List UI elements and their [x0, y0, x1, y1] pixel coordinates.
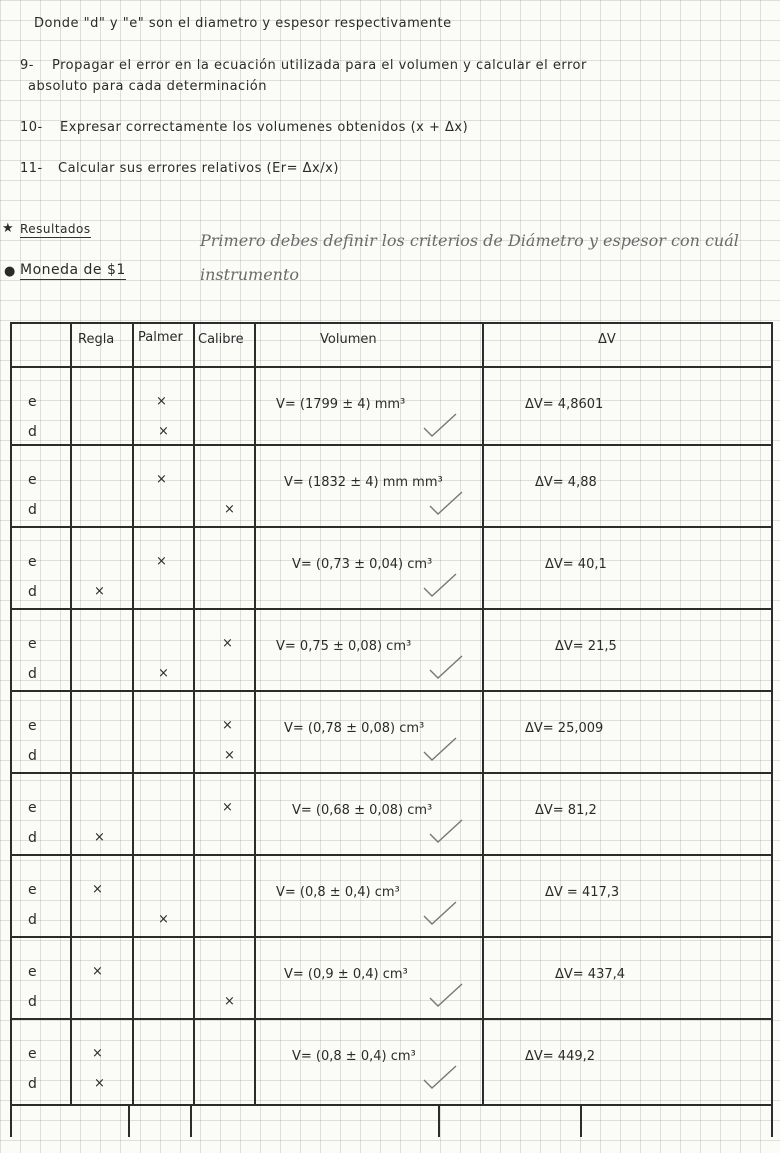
delta-v-value: ΔV= 437,4	[555, 967, 626, 982]
mark-e-palmer: ×	[156, 554, 167, 569]
volumen-value: V= 0,75 ± 0,08) cm³	[276, 639, 412, 654]
table-col-line	[70, 322, 72, 1104]
item-11-number: 11-	[20, 161, 43, 176]
table-col-line	[132, 322, 134, 1104]
row-label-d: d	[28, 666, 37, 682]
check-mark-icon	[426, 488, 466, 518]
row-label-d: d	[28, 502, 37, 518]
table-row-line	[10, 1018, 772, 1020]
row-label-d: d	[28, 1076, 37, 1092]
mark-e-palmer: ×	[156, 394, 167, 409]
mark-d-calibre: ×	[224, 502, 235, 517]
header-palmer: Palmer	[138, 330, 183, 345]
volumen-value: V= (0,68 ± 0,08) cm³	[292, 803, 433, 818]
mark-e-regla: ×	[92, 964, 103, 979]
table-col-line	[580, 1104, 582, 1137]
table-row-line	[10, 322, 772, 324]
item-9-number: 9-	[20, 58, 34, 73]
mark-d-calibre: ×	[224, 748, 235, 763]
check-mark-icon	[420, 570, 460, 600]
delta-v-value: ΔV= 449,2	[525, 1049, 596, 1064]
check-mark-icon	[426, 652, 466, 682]
header-regla: Regla	[78, 332, 115, 347]
mark-e-calibre: ×	[222, 800, 233, 815]
results-table	[10, 322, 772, 1137]
delta-v-value: ΔV= 40,1	[545, 557, 607, 572]
volumen-value: V= (1832 ± 4) mm mm³	[284, 475, 443, 490]
table-row-line	[10, 772, 772, 774]
table-row-line	[10, 936, 772, 938]
intro-line: Donde "d" y "e" son el diametro y espesor respectivamente	[34, 16, 452, 31]
row-label-e: e	[28, 394, 37, 410]
table-col-line	[193, 322, 195, 1104]
delta-v-value: ΔV= 25,009	[525, 721, 604, 736]
table-col-line	[190, 1104, 192, 1137]
row-label-d: d	[28, 584, 37, 600]
item-10-number: 10-	[20, 120, 43, 135]
item-11-line: Calcular sus errores relativos (Er= Δx/x)	[58, 161, 339, 176]
subsection-moneda: Moneda de $1	[20, 262, 126, 278]
item-10-line: Expresar correctamente los volumenes obtenidos (x + Δx)	[60, 120, 469, 135]
row-label-e: e	[28, 718, 37, 734]
mark-e-calibre: ×	[222, 718, 233, 733]
table-col-line	[128, 1104, 130, 1137]
mark-d-palmer: ×	[158, 912, 169, 927]
check-mark-icon	[420, 1062, 460, 1092]
mark-d-calibre: ×	[224, 994, 235, 1009]
item-9-line-2: absoluto para cada determinación	[28, 79, 267, 94]
star-bullet-icon: ★	[2, 221, 14, 236]
table-row-line	[10, 444, 772, 446]
row-label-e: e	[28, 1046, 37, 1062]
check-mark-icon	[426, 816, 466, 846]
delta-v-value: ΔV= 21,5	[555, 639, 617, 654]
table-row-line	[10, 854, 772, 856]
header-calibre: Calibre	[198, 332, 244, 347]
check-mark-icon	[420, 898, 460, 928]
row-label-e: e	[28, 554, 37, 570]
delta-v-value: ΔV= 4,88	[535, 475, 597, 490]
row-label-e: e	[28, 964, 37, 980]
table-col-line	[482, 322, 484, 1104]
row-label-d: d	[28, 994, 37, 1010]
header-delta-v: ΔV	[598, 332, 616, 347]
row-label-d: d	[28, 424, 37, 440]
volumen-value: V= (0,73 ± 0,04) cm³	[292, 557, 433, 572]
teacher-note: Primero debes definir los criterios de Diámetro y espesor con cuál instrumento	[200, 231, 739, 284]
table-row-line	[10, 526, 772, 528]
table-row-line	[10, 1104, 772, 1106]
check-mark-icon	[426, 980, 466, 1010]
mark-d-regla: ×	[94, 830, 105, 845]
volumen-value: V= (0,78 ± 0,08) cm³	[284, 721, 425, 736]
dot-bullet-icon: ●	[4, 264, 16, 279]
delta-v-value: ΔV= 4,8601	[525, 397, 604, 412]
mark-e-regla: ×	[92, 1046, 103, 1061]
volumen-value: V= (0,8 ± 0,4) cm³	[276, 885, 400, 900]
table-row-line	[10, 366, 772, 368]
row-label-d: d	[28, 830, 37, 846]
row-label-e: e	[28, 882, 37, 898]
check-mark-icon	[420, 410, 460, 440]
delta-v-value: ΔV = 417,3	[545, 885, 620, 900]
mark-d-palmer: ×	[158, 424, 169, 439]
mark-d-palmer: ×	[158, 666, 169, 681]
mark-d-regla: ×	[94, 584, 105, 599]
section-resultados: Resultados	[20, 222, 91, 236]
volumen-value: V= (0,8 ± 0,4) cm³	[292, 1049, 416, 1064]
table-row-line	[10, 690, 772, 692]
table-row-line	[10, 608, 772, 610]
row-label-e: e	[28, 800, 37, 816]
volumen-value: V= (1799 ± 4) mm³	[276, 397, 406, 412]
volumen-value: V= (0,9 ± 0,4) cm³	[284, 967, 408, 982]
row-label-d: d	[28, 748, 37, 764]
mark-e-regla: ×	[92, 882, 103, 897]
check-mark-icon	[420, 734, 460, 764]
row-label-d: d	[28, 912, 37, 928]
mark-e-calibre: ×	[222, 636, 233, 651]
table-col-line	[438, 1104, 440, 1137]
item-9-line-1: Propagar el error en la ecuación utilizada para el volumen y calcular el error	[52, 58, 587, 73]
row-label-e: e	[28, 636, 37, 652]
mark-d-regla: ×	[94, 1076, 105, 1091]
mark-e-palmer: ×	[156, 472, 167, 487]
row-label-e: e	[28, 472, 37, 488]
delta-v-value: ΔV= 81,2	[535, 803, 597, 818]
header-volumen: Volumen	[320, 332, 377, 347]
table-col-line	[254, 322, 256, 1104]
